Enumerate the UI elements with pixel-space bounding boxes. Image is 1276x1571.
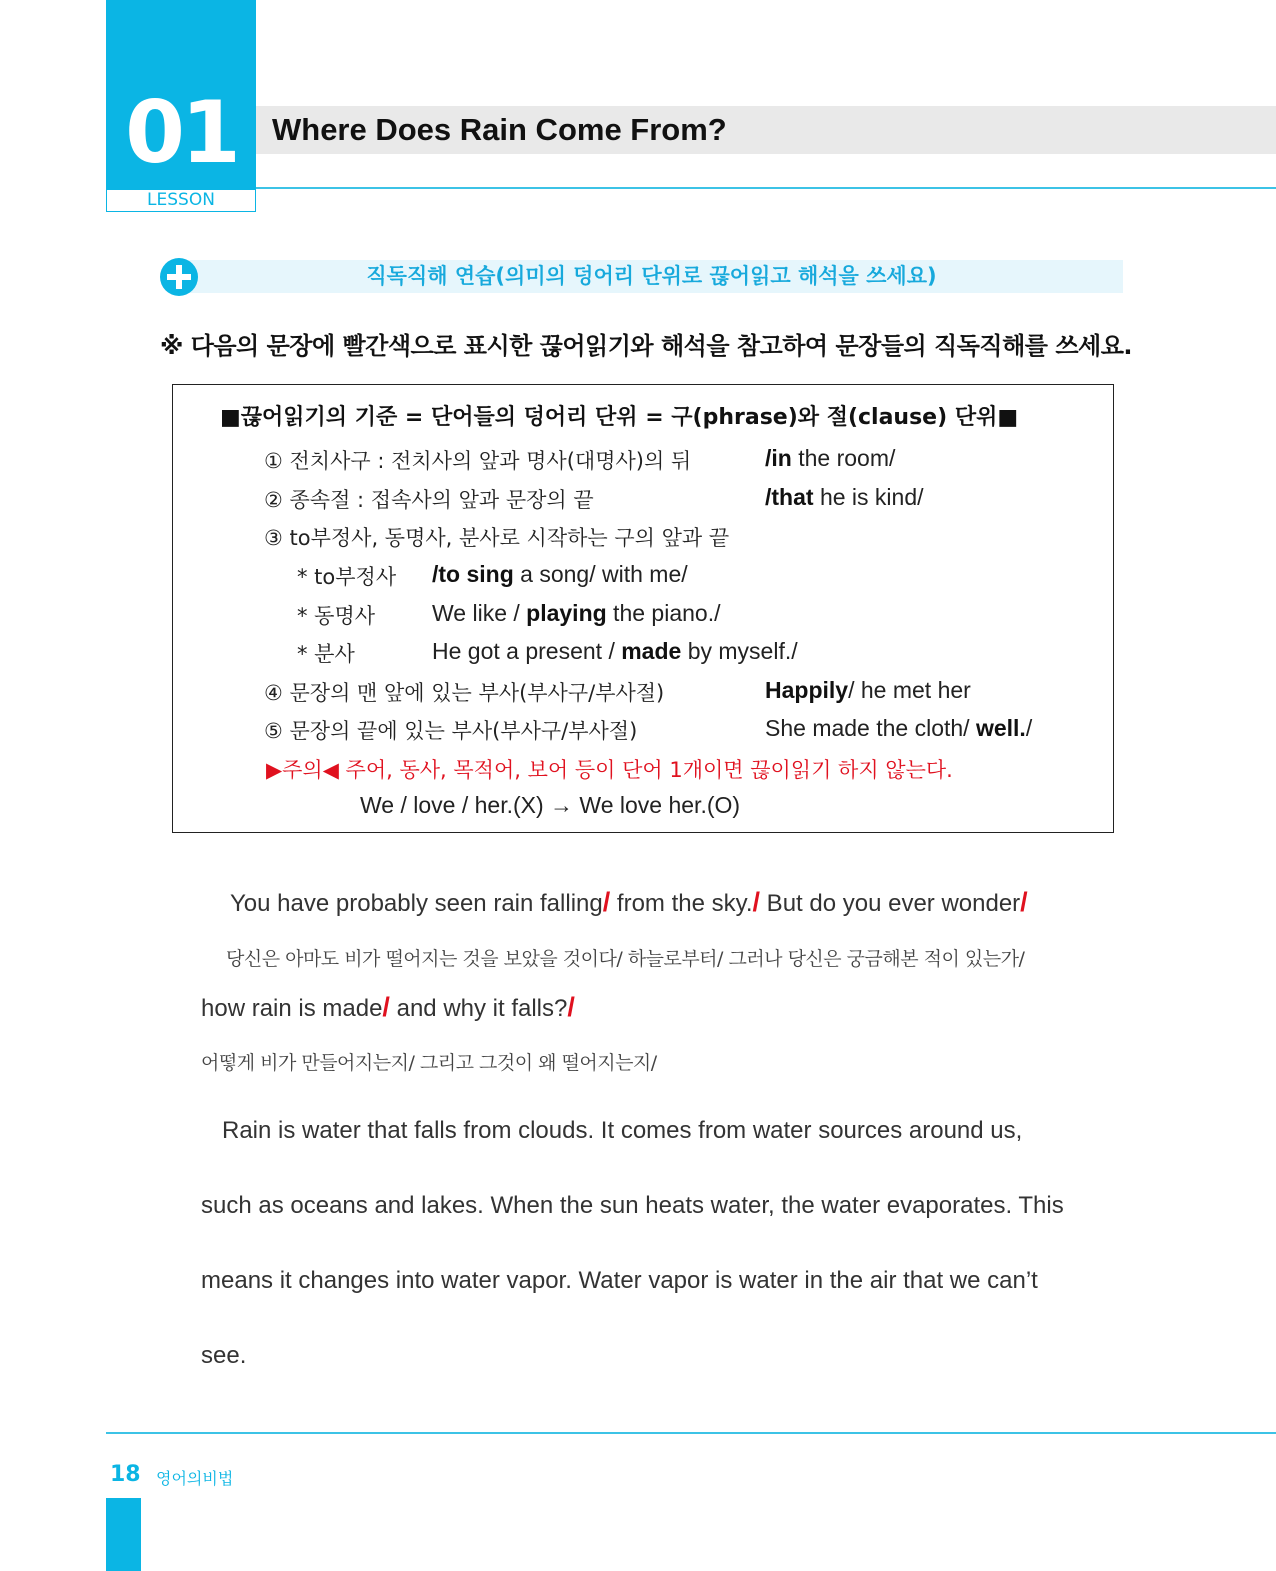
- lesson-number: 01: [125, 83, 237, 183]
- example-bold: Happily: [765, 677, 849, 703]
- passage-para-line: such as oceans and lakes. When the sun heats water, the water evaporates. This: [201, 1192, 1064, 1219]
- example-post: the piano./: [606, 600, 721, 626]
- example-bold: well.: [975, 715, 1026, 741]
- rule-4-example: [765, 677, 971, 704]
- example-bold: made: [621, 638, 682, 664]
- rule-num: ⑤: [264, 719, 283, 743]
- passage-para-line: Rain is water that falls from clouds. It comes from water sources around us,: [222, 1117, 1023, 1144]
- subrule-label: * 동명사: [297, 604, 376, 628]
- example-post: a song/ with me/: [513, 561, 688, 587]
- rule-4: [264, 677, 664, 707]
- example-pre: He got a present /: [432, 638, 622, 664]
- example-post: /: [1025, 715, 1033, 741]
- rule-text: 종속절 : 접속사의 앞과 문장의 끝: [289, 488, 594, 512]
- phrase: how rain is made: [201, 995, 383, 1022]
- rules-title: ■끊어읽기의 기준 = 단어들의 덩어리 단위 = 구(phrase)와 절(clause) 단위■: [220, 405, 1019, 430]
- chunk-slash: /: [752, 887, 761, 917]
- page-number: 18: [110, 1462, 141, 1487]
- chunk-slash: /: [567, 992, 575, 1022]
- header-divider: [256, 187, 1276, 189]
- subrule-label: * to부정사: [297, 565, 397, 589]
- rule-2: [264, 484, 594, 514]
- example-bold: /in: [765, 445, 792, 471]
- caution-note: ▶주의◀ 주어, 동사, 목적어, 보어 등이 단어 1개이면 끊이읽기 하지 않는다.: [266, 758, 953, 782]
- chunk-slash: /: [382, 992, 390, 1022]
- subrule-example: [432, 638, 798, 665]
- rule-num: ①: [264, 449, 283, 473]
- chunk-slash: /: [1020, 887, 1028, 917]
- subrule-example: [432, 561, 688, 588]
- rule-text: 문장의 맨 앞에 있는 부사(부사구/부사절): [289, 681, 665, 705]
- phrase: But do you ever wonder: [760, 890, 1021, 917]
- phrase: from the sky.: [610, 890, 753, 917]
- example-bold: /that: [765, 484, 814, 510]
- phrase: and why it falls?: [389, 995, 568, 1022]
- chunk-slash: /: [602, 887, 611, 917]
- subrule-label: * 분사: [297, 642, 355, 666]
- example-pre: She made the cloth/: [765, 715, 976, 741]
- caution-example: We / love / her.(X) → We love her.(O): [360, 792, 741, 818]
- section-title: 직독직해 연습(의미의 덩어리 단위로 끊어읽고 해석을 쓰세요): [366, 264, 937, 288]
- passage-line-2: [201, 992, 575, 1023]
- rule-1-example: [765, 445, 895, 472]
- rule-5: [264, 715, 637, 745]
- rule-num: ②: [264, 488, 283, 512]
- passage-translation-2: 어떻게 비가 만들어지는지/ 그리고 그것이 왜 떨어지는지/: [201, 1052, 657, 1074]
- rule-num: ③: [264, 526, 283, 550]
- book-title: 영어의비법: [156, 1469, 234, 1488]
- footer-divider: [106, 1432, 1276, 1434]
- plus-circle-icon: [159, 257, 199, 297]
- passage-para-line: means it changes into water vapor. Water vapor is water in the air that we can’t: [201, 1267, 1038, 1294]
- subrule-example: [432, 600, 720, 627]
- example-bold: /to sing: [432, 561, 514, 587]
- rule-5-example: [765, 715, 1032, 742]
- example-bold: playing: [526, 600, 607, 626]
- footer-tab: [106, 1498, 141, 1571]
- example-post: by myself./: [681, 638, 798, 664]
- rule-2-example: [765, 484, 924, 511]
- instruction-text: ※ 다음의 문장에 빨간색으로 표시한 끊어읽기와 해석을 참고하여 문장들의 직독직해를 쓰세요.: [160, 332, 1132, 360]
- example-pre: We like /: [432, 600, 527, 626]
- rule-text: 전치사구 : 전치사의 앞과 명사(대명사)의 뒤: [289, 449, 692, 473]
- example-post: / he met her: [848, 677, 971, 703]
- lesson-label: LESSON: [106, 189, 256, 212]
- passage-para-line: see.: [201, 1342, 247, 1369]
- example-rest: the room/: [791, 445, 896, 471]
- passage-translation-1: 당신은 아마도 비가 떨어지는 것을 보았을 것이다/ 하늘로부터/ 그러나 당신은 궁금해본 적이 있는가/: [226, 948, 1025, 970]
- lesson-title: Where Does Rain Come From?: [272, 112, 727, 147]
- rule-num: ④: [264, 681, 283, 705]
- phrase: You have probably seen rain falling: [230, 890, 603, 917]
- rule-1: [264, 445, 691, 475]
- example-rest: he is kind/: [813, 484, 924, 510]
- rule-text: 문장의 끝에 있는 부사(부사구/부사절): [289, 719, 638, 743]
- rule-text: to부정사, 동명사, 분사로 시작하는 구의 앞과 끝: [289, 526, 730, 550]
- passage-line-1: [230, 887, 1028, 918]
- rule-3: [264, 522, 729, 552]
